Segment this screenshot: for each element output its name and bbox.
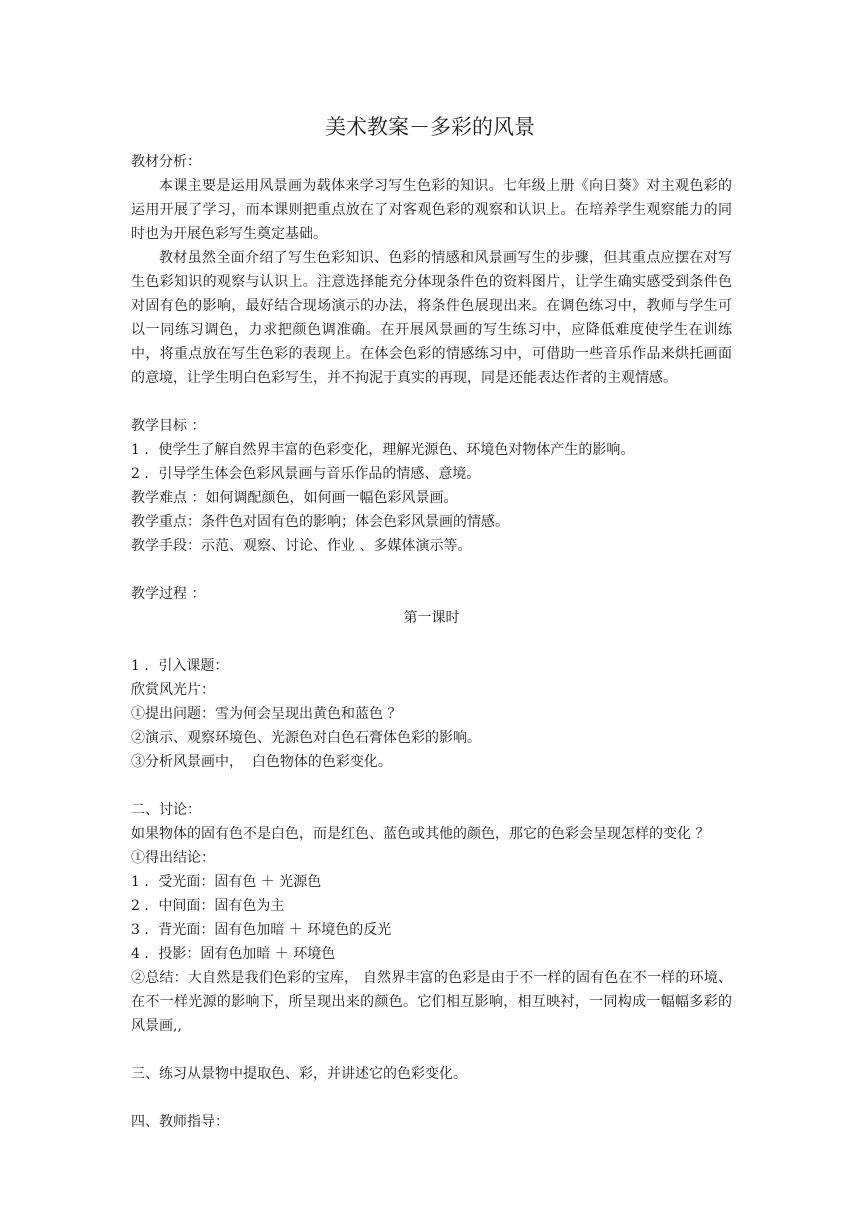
spacer	[131, 1086, 732, 1110]
intro-item: ③分析风景画中， 白色物体的色彩变化。	[131, 754, 392, 770]
document-title: 美术教案－多彩的风景	[325, 115, 535, 139]
document-body	[131, 150, 732, 1134]
teaching-difficulty: 教学难点 ：如何调配颜色，如何画一幅色彩风景画。	[131, 490, 458, 506]
analysis-heading: 教材分析：	[131, 154, 201, 170]
conclusion-point: 4 ．投影：固有色加暗 ＋ 环境色	[131, 946, 336, 962]
lesson-label: 第一课时	[403, 610, 460, 626]
goal-item: 2 ．引导学生体会色彩风景画与音乐作品的情感、意境。	[131, 466, 481, 482]
process-heading: 教学过程 ：	[131, 586, 206, 602]
intro-subheading: 欣赏风光片：	[131, 682, 215, 698]
intro-heading: 1 ．引入课题：	[131, 658, 229, 674]
goals-heading: 教学目标 ：	[131, 418, 206, 434]
spacer	[131, 774, 732, 798]
discussion-heading: 二、讨论：	[131, 802, 201, 818]
teaching-key-points: 教学重点：条件色对固有色的影响；体会色彩风景画的情感。	[131, 514, 509, 530]
spacer	[131, 390, 732, 414]
conclusion-point: 2 ．中间面：固有色为主	[131, 898, 285, 914]
conclusion-label: ①得出结论：	[131, 850, 215, 866]
guidance-section: 四、教师指导：	[131, 1114, 229, 1130]
spacer	[131, 558, 732, 582]
discussion-question: 如果物体的固有色不是白色，而是红色、蓝色或其他的颜色，那它的色彩会呈现怎样的变化 ？	[131, 826, 710, 842]
analysis-paragraph: 教材虽然全面介绍了写生色彩知识、色彩的情感和风景画写生的步骤，但其重点应摆在对写生色彩知识的观察与认识上。注意选择能充分体现条件色的资料图片，让学生确实感受到条件色对固有色的影响，最好结合现场演示的办法，将条件色展现出来。在调色练习中，教师与学生可以一同练习调色，力求把颜色调准确。在开展风景画的写生练习中，应降低难度使学生在训练中，将重点放在写生色彩的表现上。在体会色彩的情感练习中，可借助一些音乐作品来烘托画面的意境，让学生明白色彩写生，并不拘泥于真实的再现，同是还能表达作者的主观情感。	[131, 250, 732, 386]
goal-item: 1 ．使学生了解自然界丰富的色彩变化，理解光源色、环境色对物体产生的影响。	[131, 442, 635, 458]
conclusion-point: 1 ．受光面：固有色 ＋ 光源色	[131, 874, 322, 890]
analysis-paragraph: 本课主要是运用风景画为载体来学习写生色彩的知识。七年级上册《向日葵》对主观色彩的运用开展了学习，而本课则把重点放在了对客观色彩的观察和认识上。在培养学生观察能力的同时也为开展色彩写生奠定基础。	[131, 178, 732, 242]
intro-item: ①提出问题：雪为何会呈现出黄色和蓝色 ？	[131, 706, 402, 722]
discussion-summary: ②总结：大自然是我们色彩的宝库， 自然界丰富的色彩是由于不一样的固有色在不一样的环境、在不一样光源的影响下，所呈现出来的颜色。它们相互影响，相互映衬，一同构成一幅幅多彩的风景画,,	[131, 970, 732, 1034]
teaching-methods: 教学手段：示范、观察、讨论、作业 、多媒体演示等。	[131, 538, 472, 554]
spacer	[131, 1038, 732, 1062]
conclusion-point: 3 ．背光面：固有色加暗 ＋ 环境色的反光	[131, 922, 392, 938]
practice-section: 三、练习从景物中提取色、彩，并讲述它的色彩变化。	[131, 1066, 467, 1082]
intro-item: ②演示、观察环境色、光源色对白色石膏体色彩的影响。	[131, 730, 481, 746]
spacer	[131, 630, 732, 654]
